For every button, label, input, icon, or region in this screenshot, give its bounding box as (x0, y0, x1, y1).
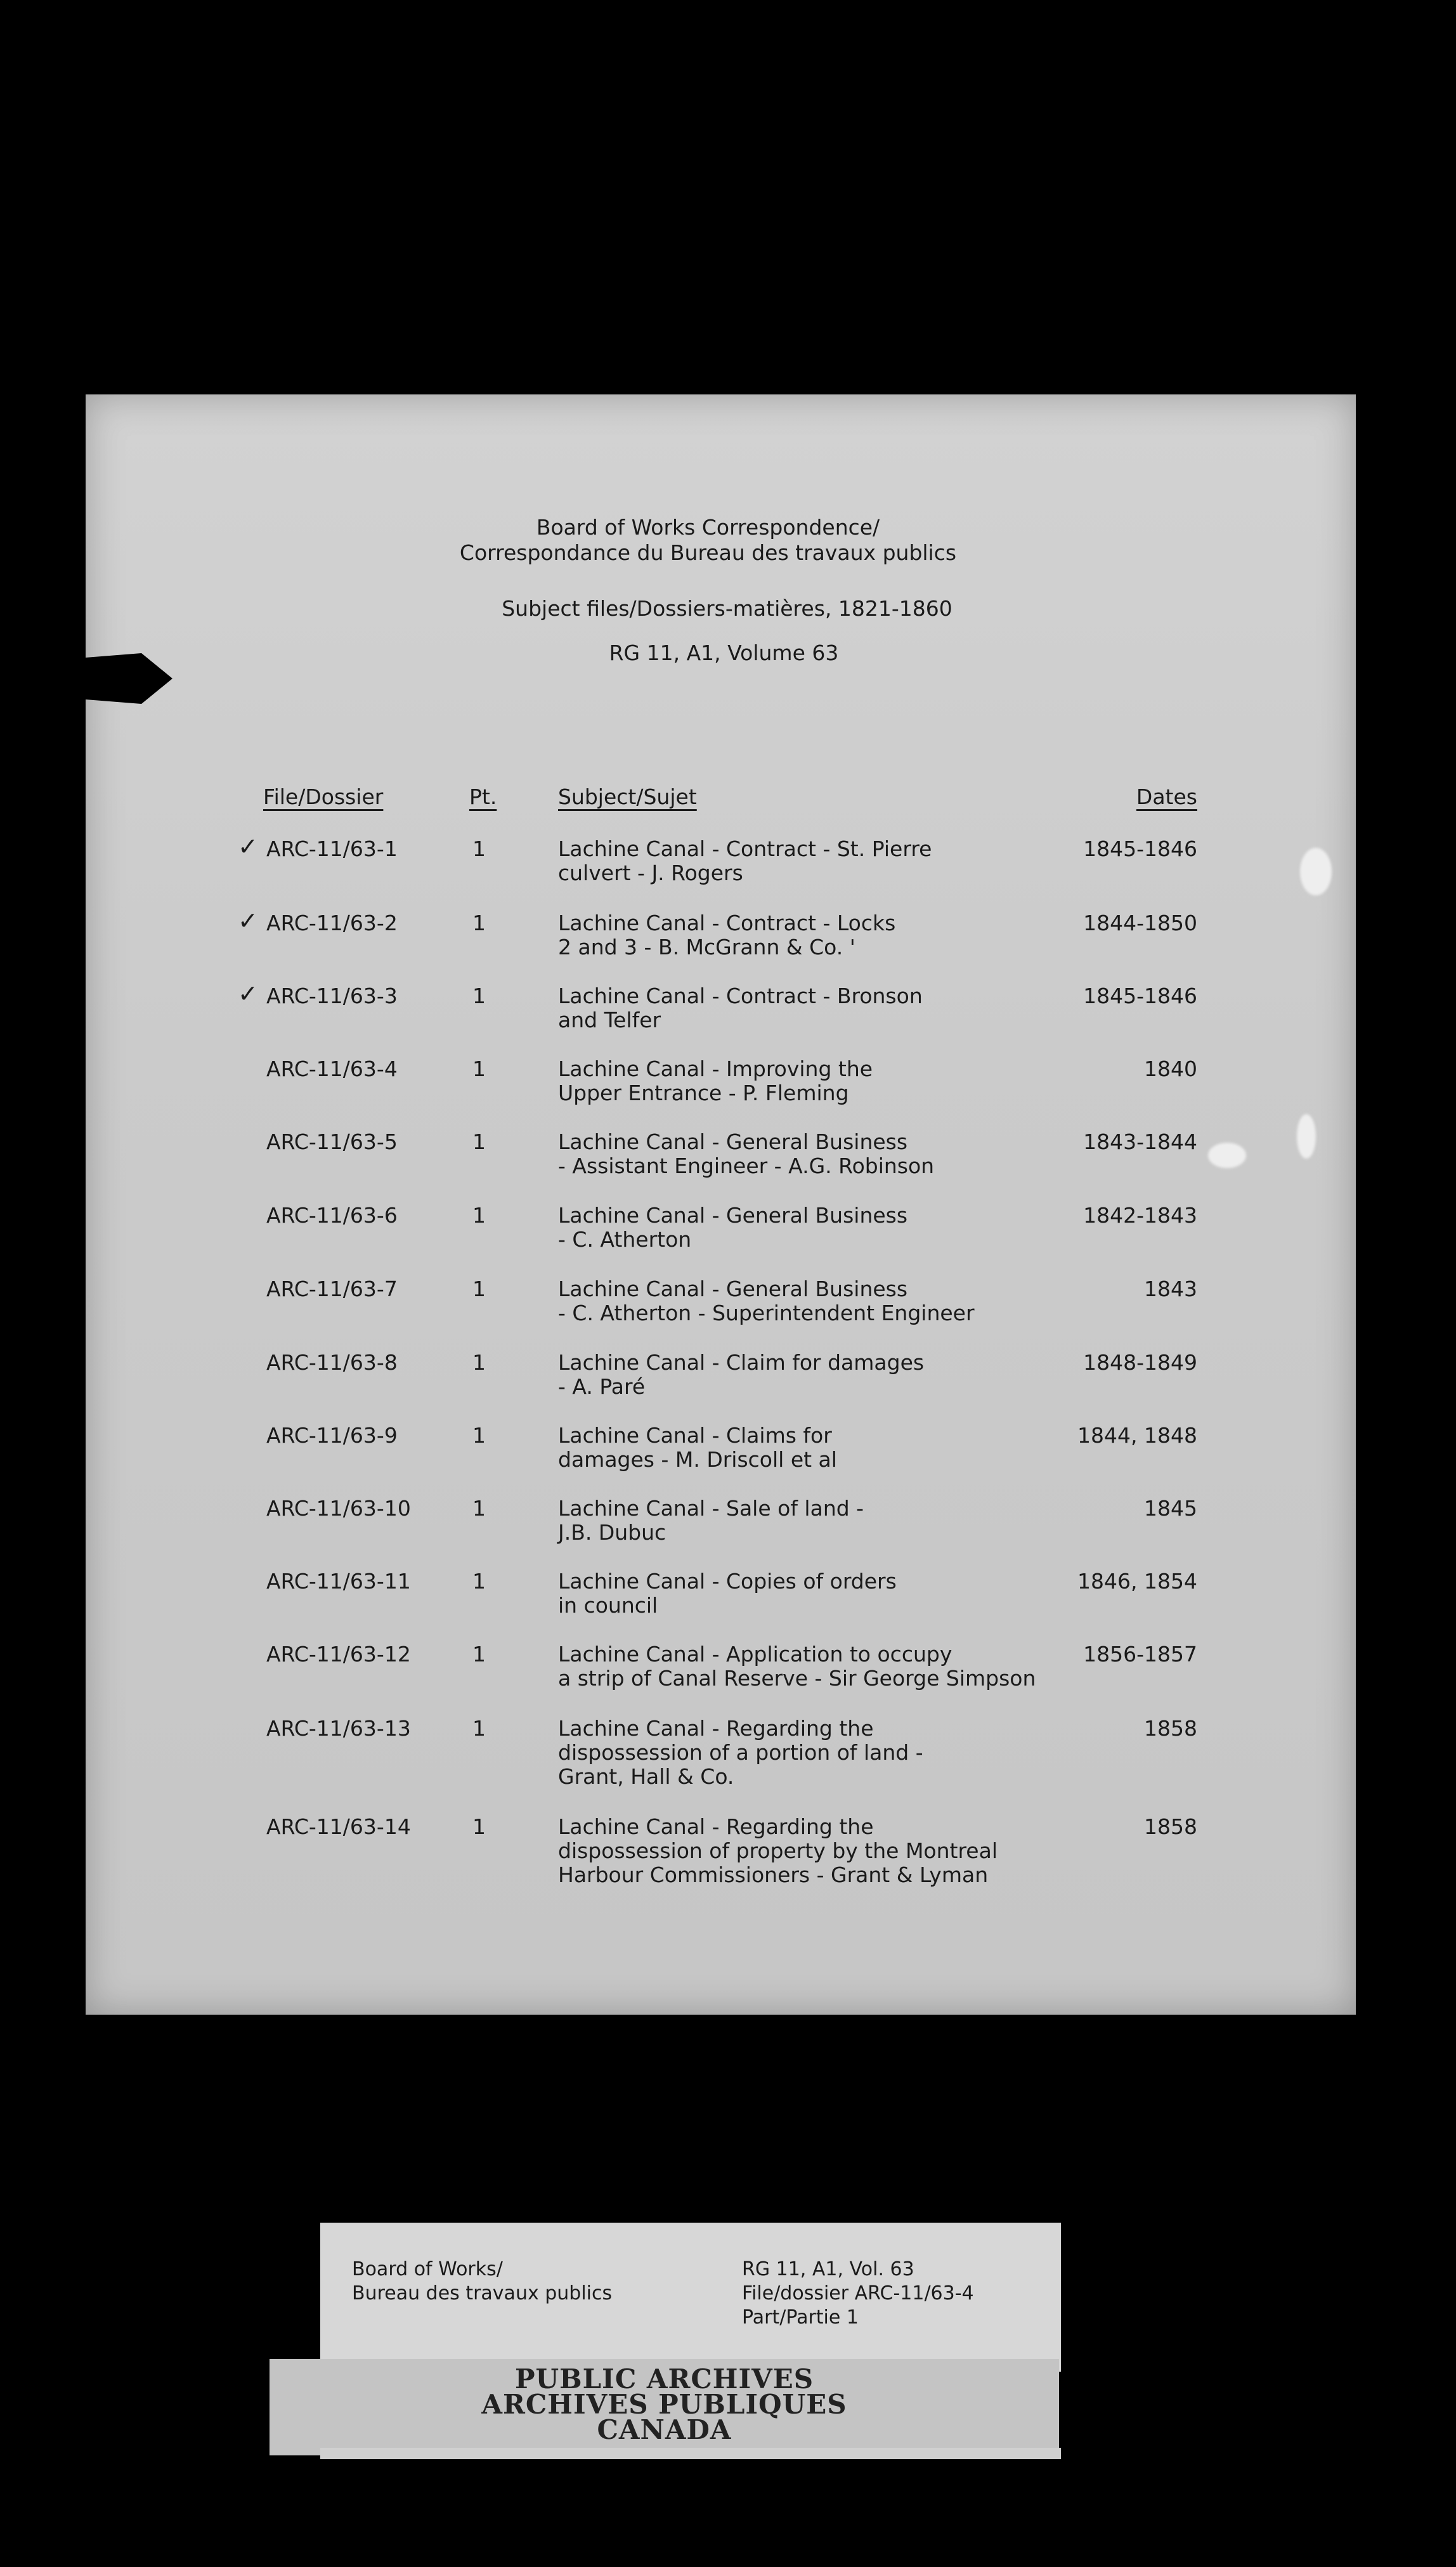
file-number: ARC-11/63-11 (266, 1569, 411, 1594)
file-number: ARC-11/63-13 (266, 1716, 411, 1741)
subject-line-2: dispossession of a portion of land - (558, 1740, 923, 1765)
subject-line-1: Lachine Canal - Contract - St. Pierre (558, 836, 932, 861)
part-number: 1 (472, 1277, 486, 1301)
folder-label (320, 2223, 1061, 2372)
table-row (86, 1642, 1356, 1712)
subject-line-2: - C. Atherton - Superintendent Engineer (558, 1301, 975, 1325)
subject-line-2: dispossession of property by the Montreal (558, 1838, 998, 1863)
table-row (86, 1204, 1356, 1273)
stamp-line-country: CANADA (597, 2414, 732, 2445)
damage-spot (1208, 1143, 1246, 1168)
subject (558, 1277, 1103, 1325)
table-row (86, 1716, 1356, 1789)
subject-line-2: a strip of Canal Reserve - Sir George Simpson (558, 1666, 1036, 1691)
subject-line-1: Lachine Canal - General Business (558, 1129, 908, 1154)
dates: 1842-1843 (1083, 1203, 1197, 1228)
subject (558, 1815, 1103, 1887)
part-number: 1 (472, 1129, 486, 1154)
table-row (86, 1497, 1356, 1566)
table-row (86, 1815, 1356, 1885)
dates: 1844, 1848 (1077, 1423, 1197, 1448)
file-number: ARC-11/63-10 (266, 1496, 411, 1521)
check-mark: ✓ (238, 980, 258, 1008)
label-bottom-edge (320, 2448, 1061, 2459)
subject (558, 1569, 1103, 1618)
part-number: 1 (472, 911, 486, 935)
table-row (86, 1351, 1356, 1420)
dates: 1845 (1144, 1496, 1197, 1521)
pointer-arrow (0, 653, 172, 704)
file-number: ARC-11/63-5 (266, 1129, 398, 1154)
file-number: ARC-11/63-4 (266, 1056, 398, 1081)
file-number: ARC-11/63-14 (266, 1814, 411, 1839)
document-page (86, 394, 1356, 2015)
subject-line-1: Lachine Canal - Regarding the (558, 1814, 874, 1839)
file-number: ARC-11/63-7 (266, 1277, 398, 1301)
label-owner-en: Board of Works/ (352, 2258, 503, 2280)
subject-line-2: 2 and 3 - B. McGrann & Co. ' (558, 935, 855, 959)
dates: 1856-1857 (1083, 1642, 1197, 1667)
dates: 1846, 1854 (1077, 1569, 1197, 1594)
dates: 1848-1849 (1083, 1350, 1197, 1375)
table-row (86, 907, 1356, 981)
subject (558, 911, 1103, 959)
table-row (86, 1057, 1356, 1127)
subject (558, 984, 1103, 1032)
table-row (86, 1569, 1356, 1639)
check-mark: ✓ (238, 907, 258, 935)
column-header-file: File/Dossier (263, 784, 384, 809)
part-number: 1 (472, 1716, 486, 1741)
subject (558, 1717, 1103, 1789)
column-header-pt: Pt. (469, 784, 497, 809)
check-mark: ✓ (238, 833, 258, 861)
subject-line-2: and Telfer (558, 1008, 661, 1032)
file-number: ARC-11/63-3 (266, 984, 398, 1008)
subject-line-1: Lachine Canal - Claims for (558, 1423, 832, 1448)
title-english: Board of Works Correspondence/ (536, 515, 880, 540)
dates: 1840 (1144, 1056, 1197, 1081)
label-part: Part/Partie 1 (742, 2306, 859, 2329)
part-number: 1 (472, 984, 486, 1008)
subject (558, 1130, 1103, 1178)
volume-reference: RG 11, A1, Volume 63 (609, 640, 839, 665)
subject-line-2: culvert - J. Rogers (558, 861, 743, 885)
part-number: 1 (472, 1496, 486, 1521)
subject (558, 837, 1103, 885)
file-number: ARC-11/63-6 (266, 1203, 398, 1228)
dates: 1845-1846 (1083, 984, 1197, 1008)
subject (558, 1057, 1103, 1105)
subject-line-3: Harbour Commissioners - Grant & Lyman (558, 1862, 989, 1887)
subject-line-2: in council (558, 1593, 658, 1618)
table-row (86, 1130, 1356, 1200)
table-row (86, 1277, 1356, 1347)
archives-stamp (270, 2359, 1059, 2455)
part-number: 1 (472, 1642, 486, 1667)
label-file: File/dossier ARC-11/63-4 (742, 2282, 974, 2304)
dates: 1845-1846 (1083, 836, 1197, 861)
subtitle: Subject files/Dossiers-matières, 1821-1860 (502, 596, 952, 621)
part-number: 1 (472, 1814, 486, 1839)
dates: 1844-1850 (1083, 911, 1197, 935)
table-row (86, 1424, 1356, 1493)
subject-line-1: Lachine Canal - Application to occupy (558, 1642, 952, 1667)
subject (558, 1642, 1103, 1691)
part-number: 1 (472, 1569, 486, 1594)
subject-line-3: Grant, Hall & Co. (558, 1764, 734, 1789)
subject-line-1: Lachine Canal - General Business (558, 1277, 908, 1301)
table-row (86, 980, 1356, 1054)
stamp-line-en: PUBLIC ARCHIVES (514, 2363, 814, 2395)
subject-line-1: Lachine Canal - Copies of orders (558, 1569, 897, 1594)
file-number: ARC-11/63-9 (266, 1423, 398, 1448)
file-number: ARC-11/63-1 (266, 836, 398, 861)
file-number: ARC-11/63-2 (266, 911, 398, 935)
label-owner-fr: Bureau des travaux publics (352, 2282, 613, 2304)
subject-line-1: Lachine Canal - Claim for damages (558, 1350, 925, 1375)
part-number: 1 (472, 1203, 486, 1228)
subject-line-2: J.B. Dubuc (558, 1520, 666, 1545)
dates: 1858 (1144, 1814, 1197, 1839)
part-number: 1 (472, 1423, 486, 1448)
label-volume: RG 11, A1, Vol. 63 (742, 2258, 914, 2280)
part-number: 1 (472, 1350, 486, 1375)
subject-line-2: damages - M. Driscoll et al (558, 1447, 837, 1472)
part-number: 1 (472, 1056, 486, 1081)
subject (558, 1351, 1103, 1399)
subject-line-1: Lachine Canal - Sale of land - (558, 1496, 864, 1521)
file-number: ARC-11/63-12 (266, 1642, 411, 1667)
dates: 1843-1844 (1083, 1129, 1197, 1154)
subject-line-2: - Assistant Engineer - A.G. Robinson (558, 1154, 935, 1178)
subject-line-1: Lachine Canal - General Business (558, 1203, 908, 1228)
dates: 1843 (1144, 1277, 1197, 1301)
column-header-dates: Dates (1136, 784, 1197, 809)
document-header (73, 515, 1343, 566)
subject-line-1: Lachine Canal - Contract - Locks (558, 911, 896, 935)
dates: 1858 (1144, 1716, 1197, 1741)
title-french: Correspondance du Bureau des travaux publics (459, 540, 957, 565)
subject (558, 1424, 1103, 1472)
subject-line-2: - C. Atherton (558, 1227, 692, 1252)
subject-line-2: Upper Entrance - P. Fleming (558, 1081, 849, 1105)
stamp-line-fr: ARCHIVES PUBLIQUES (481, 2389, 847, 2420)
subject-line-1: Lachine Canal - Improving the (558, 1056, 873, 1081)
table-row (86, 833, 1356, 907)
subject-line-2: - A. Paré (558, 1374, 646, 1399)
damage-spot (1297, 1114, 1316, 1159)
damage-spot (1300, 848, 1332, 895)
subject-line-1: Lachine Canal - Regarding the (558, 1716, 874, 1741)
part-number: 1 (472, 836, 486, 861)
subject (558, 1497, 1103, 1545)
column-header-subject: Subject/Sujet (558, 784, 697, 809)
subject (558, 1204, 1103, 1252)
file-number: ARC-11/63-8 (266, 1350, 398, 1375)
subject-line-1: Lachine Canal - Contract - Bronson (558, 984, 923, 1008)
